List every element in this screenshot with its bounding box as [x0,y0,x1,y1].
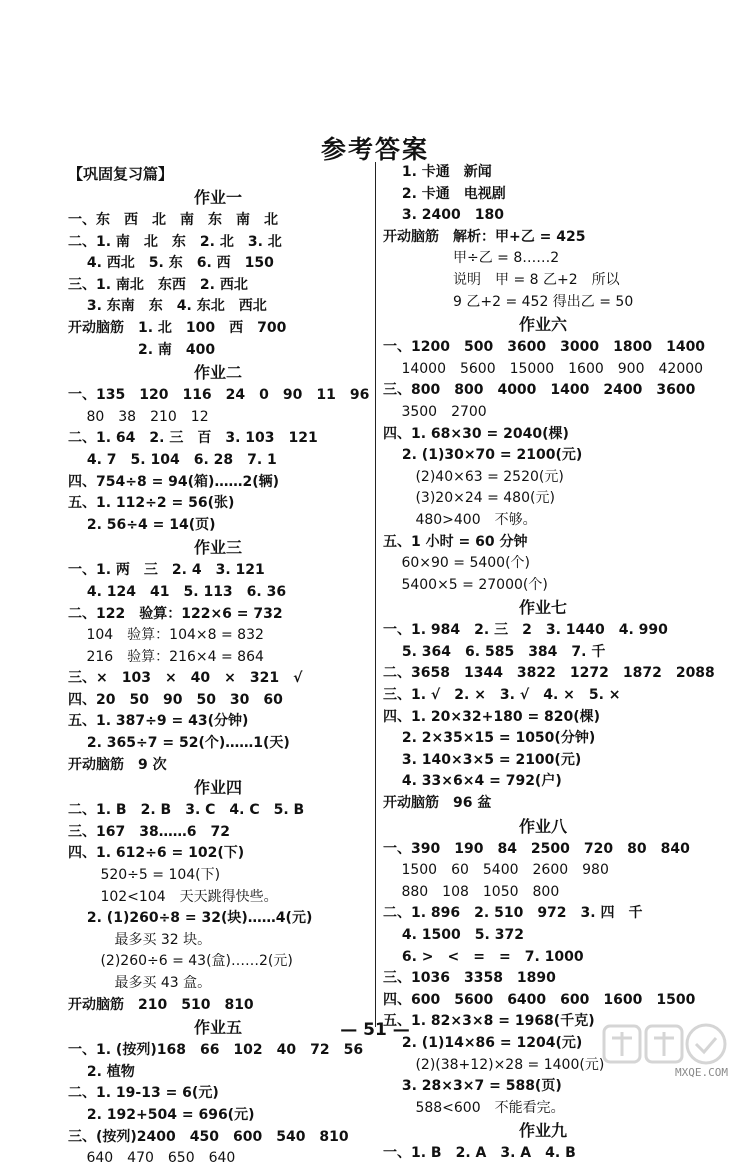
answer-line: 一、1. 984 2. 三 2 3. 1440 4. 990 [383,622,668,639]
answer-line: 5400×5 = 27000(个) [383,576,548,593]
answer-line: 四、1. 20×32+180 = 820(棵) [383,708,601,725]
answer-line: 一、1. B 2. A 3. A 4. B [383,1145,576,1162]
answer-line: 3. 东南 东 4. 东北 西北 [68,298,267,315]
answer-line: 640 470 650 640 [68,1150,236,1167]
answer-line: 4. 33×6×4 = 792(户) [383,773,562,790]
column-divider [375,162,376,1027]
section-heading: 【巩固复习篇】 [68,165,174,183]
answer-line: 1. 卡通 新闻 [383,164,492,180]
answer-line: 216 验算：216×4 = 864 [68,648,264,665]
answer-line: 2. 56÷4 = 14(页) [68,516,216,533]
answer-line: 二、1. 64 2. 三 百 3. 103 121 [68,430,318,447]
answer-line: 14000 5600 15000 1600 900 42000 [383,360,704,377]
answer-line: 2. 365÷7 = 52(个)……1(天) [68,735,290,752]
answer-line: 开动脑筋 210 510 810 [68,996,254,1013]
answer-line: 588<600 不能看完。 [383,1099,565,1116]
answer-line: 四、20 50 90 50 30 60 [68,691,283,708]
section-heading: 作业五 [193,1018,242,1038]
answer-line: 3. 28×3×7 = 588(页) [383,1078,562,1095]
page-title: 参考答案 [320,135,429,164]
answer-line: 开动脑筋 9 次 [68,756,167,773]
answer-line: 102<104 天天跳得快些。 [68,888,278,905]
answer-line: 2. 南 400 [68,341,216,358]
answer-line: 开动脑筋 96 盆 [383,795,492,812]
answer-line: 104 验算：104×8 = 832 [68,627,264,644]
answer-line: 二、122 验算：122×6 = 732 [68,605,283,622]
answer-line: 480>400 不够。 [383,511,537,528]
answer-line: 3500 2700 [383,403,487,420]
answer-line: 三、(按列)2400 450 600 540 810 [68,1128,349,1145]
answer-line: 三、167 38……6 72 [68,823,230,840]
answer-line: 4. 124 41 5. 113 6. 36 [68,583,287,600]
answer-line: 80 38 210 12 [68,408,209,425]
section-heading: 作业九 [518,1121,567,1141]
answer-line: 三、1. 南北 东西 2. 西北 [68,276,248,293]
section-heading: 作业七 [518,598,567,618]
answer-line: 二、3658 1344 3822 1272 1872 2088 [383,665,715,682]
answer-line: 2. (1)260÷8 = 32(块)……4(元) [68,910,313,927]
answer-line: 五、1. 82×3×8 = 1968(千克) [383,1013,595,1030]
answer-line: 二、1. B 2. B 3. C 4. C 5. B [68,802,305,819]
answer-line: 三、800 800 4000 1400 2400 3600 [383,382,696,399]
answer-line: 二、1. 19-13 = 6(元) [68,1085,219,1102]
answer-line: 二、1. 896 2. 510 972 3. 四 千 [383,905,643,922]
page-number: — 51 — [340,1020,410,1040]
answer-line: 4. 1500 5. 372 [383,927,524,943]
answer-line: 甲÷乙 = 8……2 [383,250,560,267]
answer-line: (2)(38+12)×28 = 1400(元) [383,1056,605,1073]
answer-line: 三、× 103 × 40 × 321 √ [68,670,303,687]
answer-line: 2. (1)14×86 = 1204(元) [383,1034,583,1051]
answer-line: 4. 7 5. 104 6. 28 7. 1 [68,451,277,468]
answer-line: 4. 西北 5. 东 6. 西 150 [68,255,274,272]
answer-line: 3. 140×3×5 = 2100(元) [383,751,582,768]
answer-line: 最多买 32 块。 [68,931,212,948]
answer-line: 一、1200 500 3600 3000 1800 1400 [383,339,706,356]
answer-line: 520÷5 = 104(下) [68,867,221,884]
answer-line: 一、东 西 北 南 东 南 北 [68,212,278,228]
answer-line: 一、135 120 116 24 0 90 11 96 [68,387,370,404]
answer-line: 3. 2400 180 [383,207,504,224]
watermark-url: MXQE.COM [675,1066,728,1079]
section-heading: 作业一 [193,188,242,207]
answer-line: 2. 卡通 电视剧 [383,185,506,202]
section-heading: 作业四 [193,778,242,798]
answer-line: 6. > < = = 7. 1000 [383,948,584,965]
answer-line: 60×90 = 5400(个) [383,555,530,572]
answer-line: 五、1 小时 = 60 分钟 [383,533,528,550]
answer-line: 四、754÷8 = 94(箱)……2(辆) [68,473,279,490]
answer-line: 一、1. 两 三 2. 4 3. 121 [68,562,265,579]
answers-column-left [68,162,368,1170]
answer-line: 开动脑筋 1. 北 100 西 700 [68,319,287,336]
answer-line: 9 乙+2 = 452 得出乙 = 50 [383,293,634,310]
answers-column-right [383,162,715,1165]
answer-line: 最多买 43 盒。 [68,975,212,991]
answer-line: 二、1. 南 北 东 2. 北 3. 北 [68,233,282,250]
section-heading: 作业三 [193,538,242,558]
answer-line: 三、1036 3358 1890 [383,970,556,987]
answer-line: 说明 甲 = 8 乙+2 所以 [383,271,620,288]
answer-line: 2. 2×35×15 = 1050(分钟) [383,730,596,747]
answer-line: 五、1. 112÷2 = 56(张) [68,495,235,512]
answer-line: 四、1. 68×30 = 2040(棵) [383,425,569,442]
answer-line: 1500 60 5400 2600 980 [383,862,609,879]
answer-line: 五、1. 387÷9 = 43(分钟) [68,713,249,730]
answer-line: 开动脑筋 解析：甲+乙 = 425 [383,228,586,245]
answer-line: 一、1. (按列)168 66 102 40 72 56 [68,1042,364,1059]
answer-line: 四、600 5600 6400 600 1600 1500 [383,991,696,1008]
answer-line: 880 108 1050 800 [383,883,560,900]
answer-line: 2. (1)30×70 = 2100(元) [383,447,583,464]
section-heading: 作业六 [518,315,567,335]
answer-line: 2. 植物 [68,1063,135,1080]
answer-line: (2)260÷6 = 43(盒)……2(元) [68,953,293,970]
answer-line: 一、390 190 84 2500 720 80 840 [383,840,690,857]
answer-line: 四、1. 612÷6 = 102(下) [68,845,245,862]
answer-line: 2. 192+504 = 696(元) [68,1106,255,1123]
answer-line: 三、1. √ 2. × 3. √ 4. × 5. × [383,687,621,704]
answer-line: (2)40×63 = 2520(元) [383,468,564,485]
answer-line: (3)20×24 = 480(元) [383,490,555,507]
section-heading: 作业八 [518,816,567,836]
answer-line: 5. 364 6. 585 384 7. 千 [383,643,606,660]
section-heading: 作业二 [193,363,242,383]
